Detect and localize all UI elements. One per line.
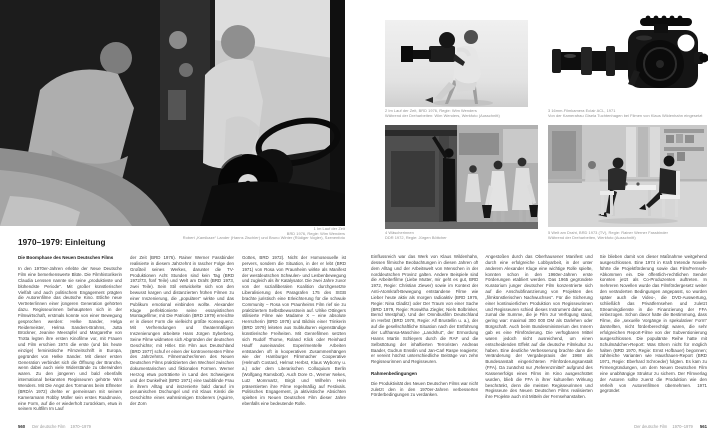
photo-welt-am-draht bbox=[548, 125, 707, 227]
caption-line: 5 Welt am Draht, BRD 1973 (TV), Regie: Rainer Werner Fassbinder bbox=[548, 230, 668, 235]
caption-line: Robert „Kamikaze“ Lander (Hanns Zischler) und Bruno Winter (Rüdiger Vogler), Szenenfoto bbox=[182, 235, 345, 241]
text-column-3 bbox=[242, 255, 346, 420]
footer-years: 1970–1979 bbox=[70, 424, 91, 429]
section-title: 1970–1979: Einleitung bbox=[18, 238, 106, 247]
body-text: Gottes, BRD 1972). Nicht der Homosexuelle ist pervers, sondern die Situation, in der er lebt (BRD 1971) von Rosa von Praunheim wirkte als Manifest der westdeutschen Schwulen- und Lesbenbewegung und zugleich als ihr Katalysator. Die zwei Jahre zuvor von der sozialliberalen Koalition durchgesetzte Liberalisierung des Paragrafen 175 des StGB brachte juristisch eine Erleichterung für die schwule Community – Rosa von Praunheims Film rief sie zu praktiziertem Selbstbewusstsein auf. Ulrike Ottingers stilisierte Filme wie Madame X – eine absolute Herrscherin (BRD 1978) und Bildnis einer Trinkerin (BRD 1979) leiteten aus Subkulturen eigenständige künstlerische Freiheiten. Mit Genrefilmen setzten sich Rudolf Thome, Roland Klick oder Reinhard Hauff auseinander. Experimentelle Arbeiten entstanden oft in kooperativen Zusammenhängen wie der Hamburger Filmmacher Cooperative (Helmuth Costard, Helmut Herbst, Klaus Wyborny u. a.) oder dem Literarischen Colloquium Berlin (Wolfgang Ramsbott). Auch Dore O., Werner Nekes, Lutz Mommartz, Birgit und Wilhelm Hein präsentierten ihre Filme regelmäßig auf Festivals. Politisches Engagement, ja aktivistische Absichten spielten im Neuen Deutschen Film dieser Jahre ebenfalls eine bedeutende Rolle. bbox=[242, 255, 346, 407]
footer-years: 1970–1979 bbox=[672, 424, 693, 429]
caption-line: DDR 1972, Regie: Jürgen Böttcher bbox=[385, 234, 447, 240]
photo-waescherinnen bbox=[385, 125, 538, 229]
footer-right bbox=[634, 424, 707, 429]
body-text: der Zeit (BRD 1976). Rainer Werner Fassbinder realisierte in diesem Jahrzehnt in rascher Folge den Großteil seines Werkes, darunter die TV-Produktionen Acht Stunden sind kein Tag (BRD 1972/73, fünf Teile) und Welt am Draht (BRD 1973, zwei Teile). Sein Stil entwickelte sich von den bewusst kargen und distanzierten frühen Filmen zu einer Inszenierung, die „populärer“ wirkte und das Publikum emotional einbinden wollte. Alexander Kluge perfektionierte seine essayistischen Montagefilme; mit Die Patriotin (BRD 1979) erreichte er in dieser Form die vielleicht größte Konsequenz. Mit Verfremdungen und theatermäßigen Inszenierungen arbeitete Hans Jürgen Syberberg. Seine Filme widmeten sich Abgründen der deutschen Geschichte; mit Hitler. Ein Film aus Deutschland (BRD 1977) schuf er einen der kontroversesten Filme des Jahrzehnts. Filmemacher/innen des Neuen Deutschen Films praktizierten den Wechsel zwischen dokumentarischen und fiktionalen Formen. Werner Herzog etwa porträtierte in Land des Schweigens und der Dunkelheit (BRD 1971) eine taubblinde Frau in ihrem Alltag und inszenierte bald darauf im peruanischen Dschungel und mit Klaus Kinski die Geschichte eines wahnsinnigen Eroberers (Aguirre, der Zorn bbox=[130, 255, 234, 407]
body-text: Angestoßen durch das Oberhausener Manifest und durch eine erfolgreiche Lobbyarbeit, in der unter anderem Alexander Kluge eine wichtige Rolle spielte, konnten schon in den 1960er-Jahren erste Förderungen etabliert werden. Das 1965 gegründete Kuratorium junger deutscher Film konzentrierte sich auf die Anschubfinanzierung von Projekten des „filmkünstlerischen Nachwuchses“. Für die Sicherung einer kontinuierlichen Produktion von Regisseurinnen und Regisseuren schied dieses Instrument daher aus, zumal die Summe, die je Film zur Verfügung stand, gering war: maximal 300 000 DM als Darlehen oder Bürgschaft. Auch beim Bundesministerium des Innern gab es eine Filmförderung. Die verfügbaren Mittel waren jedoch nicht ausreichend, um einen entscheidenden Effekt auf die deutsche Filmkultur zu haben. Eine deutliche Verbesserung brachte dann die Veränderung der Vergabepraxis der 1968 als Bundesanstalt eingerichteten Filmförderungsanstalt (FFA). Da zunächst nur „Referenzmittel“ aufgrund des Kassenerfolgs eines Films im Kino ausgeschüttet wurden, blieb die FFA in ihrer kulturellen Wirkung beschränkt, denn die meisten Regisseurinnen und Regisseure des Neuen Deutschen Films realisierten ihre Projekte auch mit Mitteln der Fernsehanstalten. bbox=[485, 254, 593, 400]
caption-line: 3 16mm-Filmkamera Eclair ACL, 1971 bbox=[548, 108, 616, 113]
body-text: In den 1970er-Jahren erlebte der Neue Deutsche Film eine bemerkenswerte Blüte. Die Filmhistorikerin Claudia Lenssen nannte sie seine „produktivste und blühendste Periode“. Mit großer künstlerischer Vielfalt und auch politischem Engagement prägten die Autorenfilme das deutsche Kino. Etliche neue Vertreter/innen einer jüngeren Generation gehörten dazu. Regisseurinnen behaupteten sich in der Filmwirtschaft, erstmals konnte von einer Bewegung gesprochen werden: Helke Sander, Helga Reidemeister, Helma Sanders-Brahms, Jutta Brückner, Jeanine Meerapfel und Margarethe von Trotta legten ihre ersten Kinofilme vor, mit Frauen und Film erschien 1974 die erste (und bis heute einzige) feministische Filmzeitschrift in Europa, gegründet von Helke Sander. Mit dieser ersten Generation verbindet sich die Öffnung der Branche, wenn dabei auch viele Widerstände zu überwinden waren. Zu den jüngeren und bald ebenfalls international bekannten Regisseuren gehörte Wim Wenders. Mit Die Angst des Tormanns beim Elfmeter (BRD/A 1972) drehte er gemeinsam mit seinem Kameramann Robby Müller sein erstes Roadmovie, eine Form, auf die er wiederholt zurückkam, etwa in seinem Kultfilm Im Lauf bbox=[18, 266, 122, 412]
body-text: Die Produktivität des Neuen Deutschen Films war nicht zuletzt den in den 1970er-Jahren verbesserten Förderbedingungen zu verdanken. bbox=[371, 380, 479, 398]
photo-caption-4 bbox=[385, 231, 535, 240]
page-number: 561 bbox=[699, 424, 707, 429]
cafe-scene-illustration bbox=[548, 125, 707, 227]
text-column-6 bbox=[600, 254, 707, 420]
right-page-text-columns bbox=[371, 254, 707, 420]
text-column-5 bbox=[485, 254, 592, 420]
caption-line: 2 Im Lauf der Zeit, BRD 1976, Regie: Wim Wenders bbox=[385, 108, 477, 113]
laundry-scene-illustration bbox=[385, 125, 538, 229]
film-camera-illustration bbox=[548, 12, 708, 105]
caption-line: 4 Wäscherinnen bbox=[385, 230, 414, 235]
footer-left bbox=[18, 424, 91, 429]
photo-caption-3 bbox=[548, 109, 708, 118]
body-text: Sie blieben damit von dieser Maßnahme weitgehend ausgeschlossen. Eine 1974 in Kraft tretende Novelle führte die Projektförderung sowie das Film/Fernseh-Abkommen ein. Die öffentlich-rechtlichen Sender konnten jetzt als Co-Produzenten auftreten. In mehreren Novellen wurde das Filmfördergesetz weiter den veränderten Bedingungen angepasst, so wurden später auch die Video-, die DVD-Auswertung, schließlich das Privatfernsehen und zuletzt Streamingdienste in die Finanzierung der FFA einbezogen. Schon davor hatte die Bestimmung, dass Filme, die „sexuelle Vorgänge in spekulativer Form“ darstellten, nicht förderberechtigt waren, die sehr erfolgreichen Report-Filme von der Subventionierung ausgeschlossen. Die populärste Reihe hatte mit Schulmädchen-Report: Was Eltern nicht für möglich halten (BRD 1970, Regie: Ernst Hofbauer) begonnen; zahlreiche Varianten wie Hausfrauen-Report (BRD 1971, Regie: Eberhard Schroeder) folgten. Es kam zu Firmengründungen, um dem Neuen Deutschen Film eine unabhängige Struktur zu sichern. Der Filmverlag der Autoren sollte zuerst die Produktion wie den Verleih von Autorenfilmen übernehmen. 1971 gegründet bbox=[599, 254, 707, 394]
caption-line: Von der Kamerafrau Gisela Tuchtenhagen bei Filmen von Klaus Wildenhahn eingesetzt bbox=[548, 112, 703, 118]
footer-book-title: Der deutsche Film bbox=[32, 424, 66, 429]
left-page-text-columns bbox=[18, 255, 346, 420]
text-column-2 bbox=[130, 255, 234, 420]
caption-line: BRD 1976, Regie: Wim Wenders bbox=[286, 230, 345, 236]
footer-book-title: Der deutsche Film bbox=[634, 424, 668, 429]
text-column-1 bbox=[18, 255, 122, 420]
page-number: 560 bbox=[18, 424, 26, 429]
caption-line: Während der Dreharbeiten, Werkfoto (Ausschnitt) bbox=[548, 234, 636, 240]
photo-camera-eclair-acl bbox=[548, 12, 708, 105]
chapter-subheading: Die Boomphase des Neuen Deutschen Films bbox=[18, 255, 114, 260]
truck-cab-scene-illustration bbox=[0, 0, 345, 226]
photo-caption-5 bbox=[548, 231, 708, 240]
text-column-4 bbox=[371, 254, 478, 420]
section-subheading: Rahmenbedingungen bbox=[371, 370, 417, 376]
photo-caption-1 bbox=[115, 227, 345, 241]
photo-caption-2 bbox=[385, 109, 535, 118]
body-text: Einflussreich war das Werk von Klaus Wildenhahn, dessen filmische Beobachtungen in diesen Jahren oft dem Alltag und der Arbeitswelt von Menschen in der norddeutschen Provinz galten. Andere Beispiele sind die Arbeiterfilme (Liebe Mutter, mir geht es gut, BRD 1972, Regie: Christian Ziewer) sowie im Kontext der Anti-Atomkraft-Bewegung entstandene Filme wie Lieber heute aktiv als morgen radioaktiv (BRD 1976, Regie: Nina Gladitz) oder Der Traum von einer Sache (BRD 1979, Regie: Roswitha Ziegler, Niels Bolbrinker, Bernd Westphal). Und der Omnibusfilm Deutschland im Herbst (BRD 1978, Regie: Alf Brustellin u. a.), der auf die gesellschaftliche Situation nach der Entführung der Lufthansa-Maschine „Landshut“, der Ermordung Hanns Martin Schleyers durch die RAF und die Selbsttötung der inhaftierten Terroristen Andreas Baader, Gudrun Ensslin und Jan-Carl Raspe reagierte; er vereint höchst unterschiedliche Beiträge von zehn Regisseurinnen und Regisseuren. bbox=[371, 254, 479, 365]
cameraman-illustration bbox=[385, 20, 528, 107]
caption-line: 1 Im Lauf der Zeit bbox=[313, 226, 345, 231]
caption-line: Während der Dreharbeiten: Wim Wenders, Werkfoto (Ausschnitt) bbox=[385, 112, 500, 118]
photo-im-lauf-der-zeit-scene bbox=[0, 0, 345, 226]
photo-wenders-with-camera bbox=[385, 20, 528, 107]
